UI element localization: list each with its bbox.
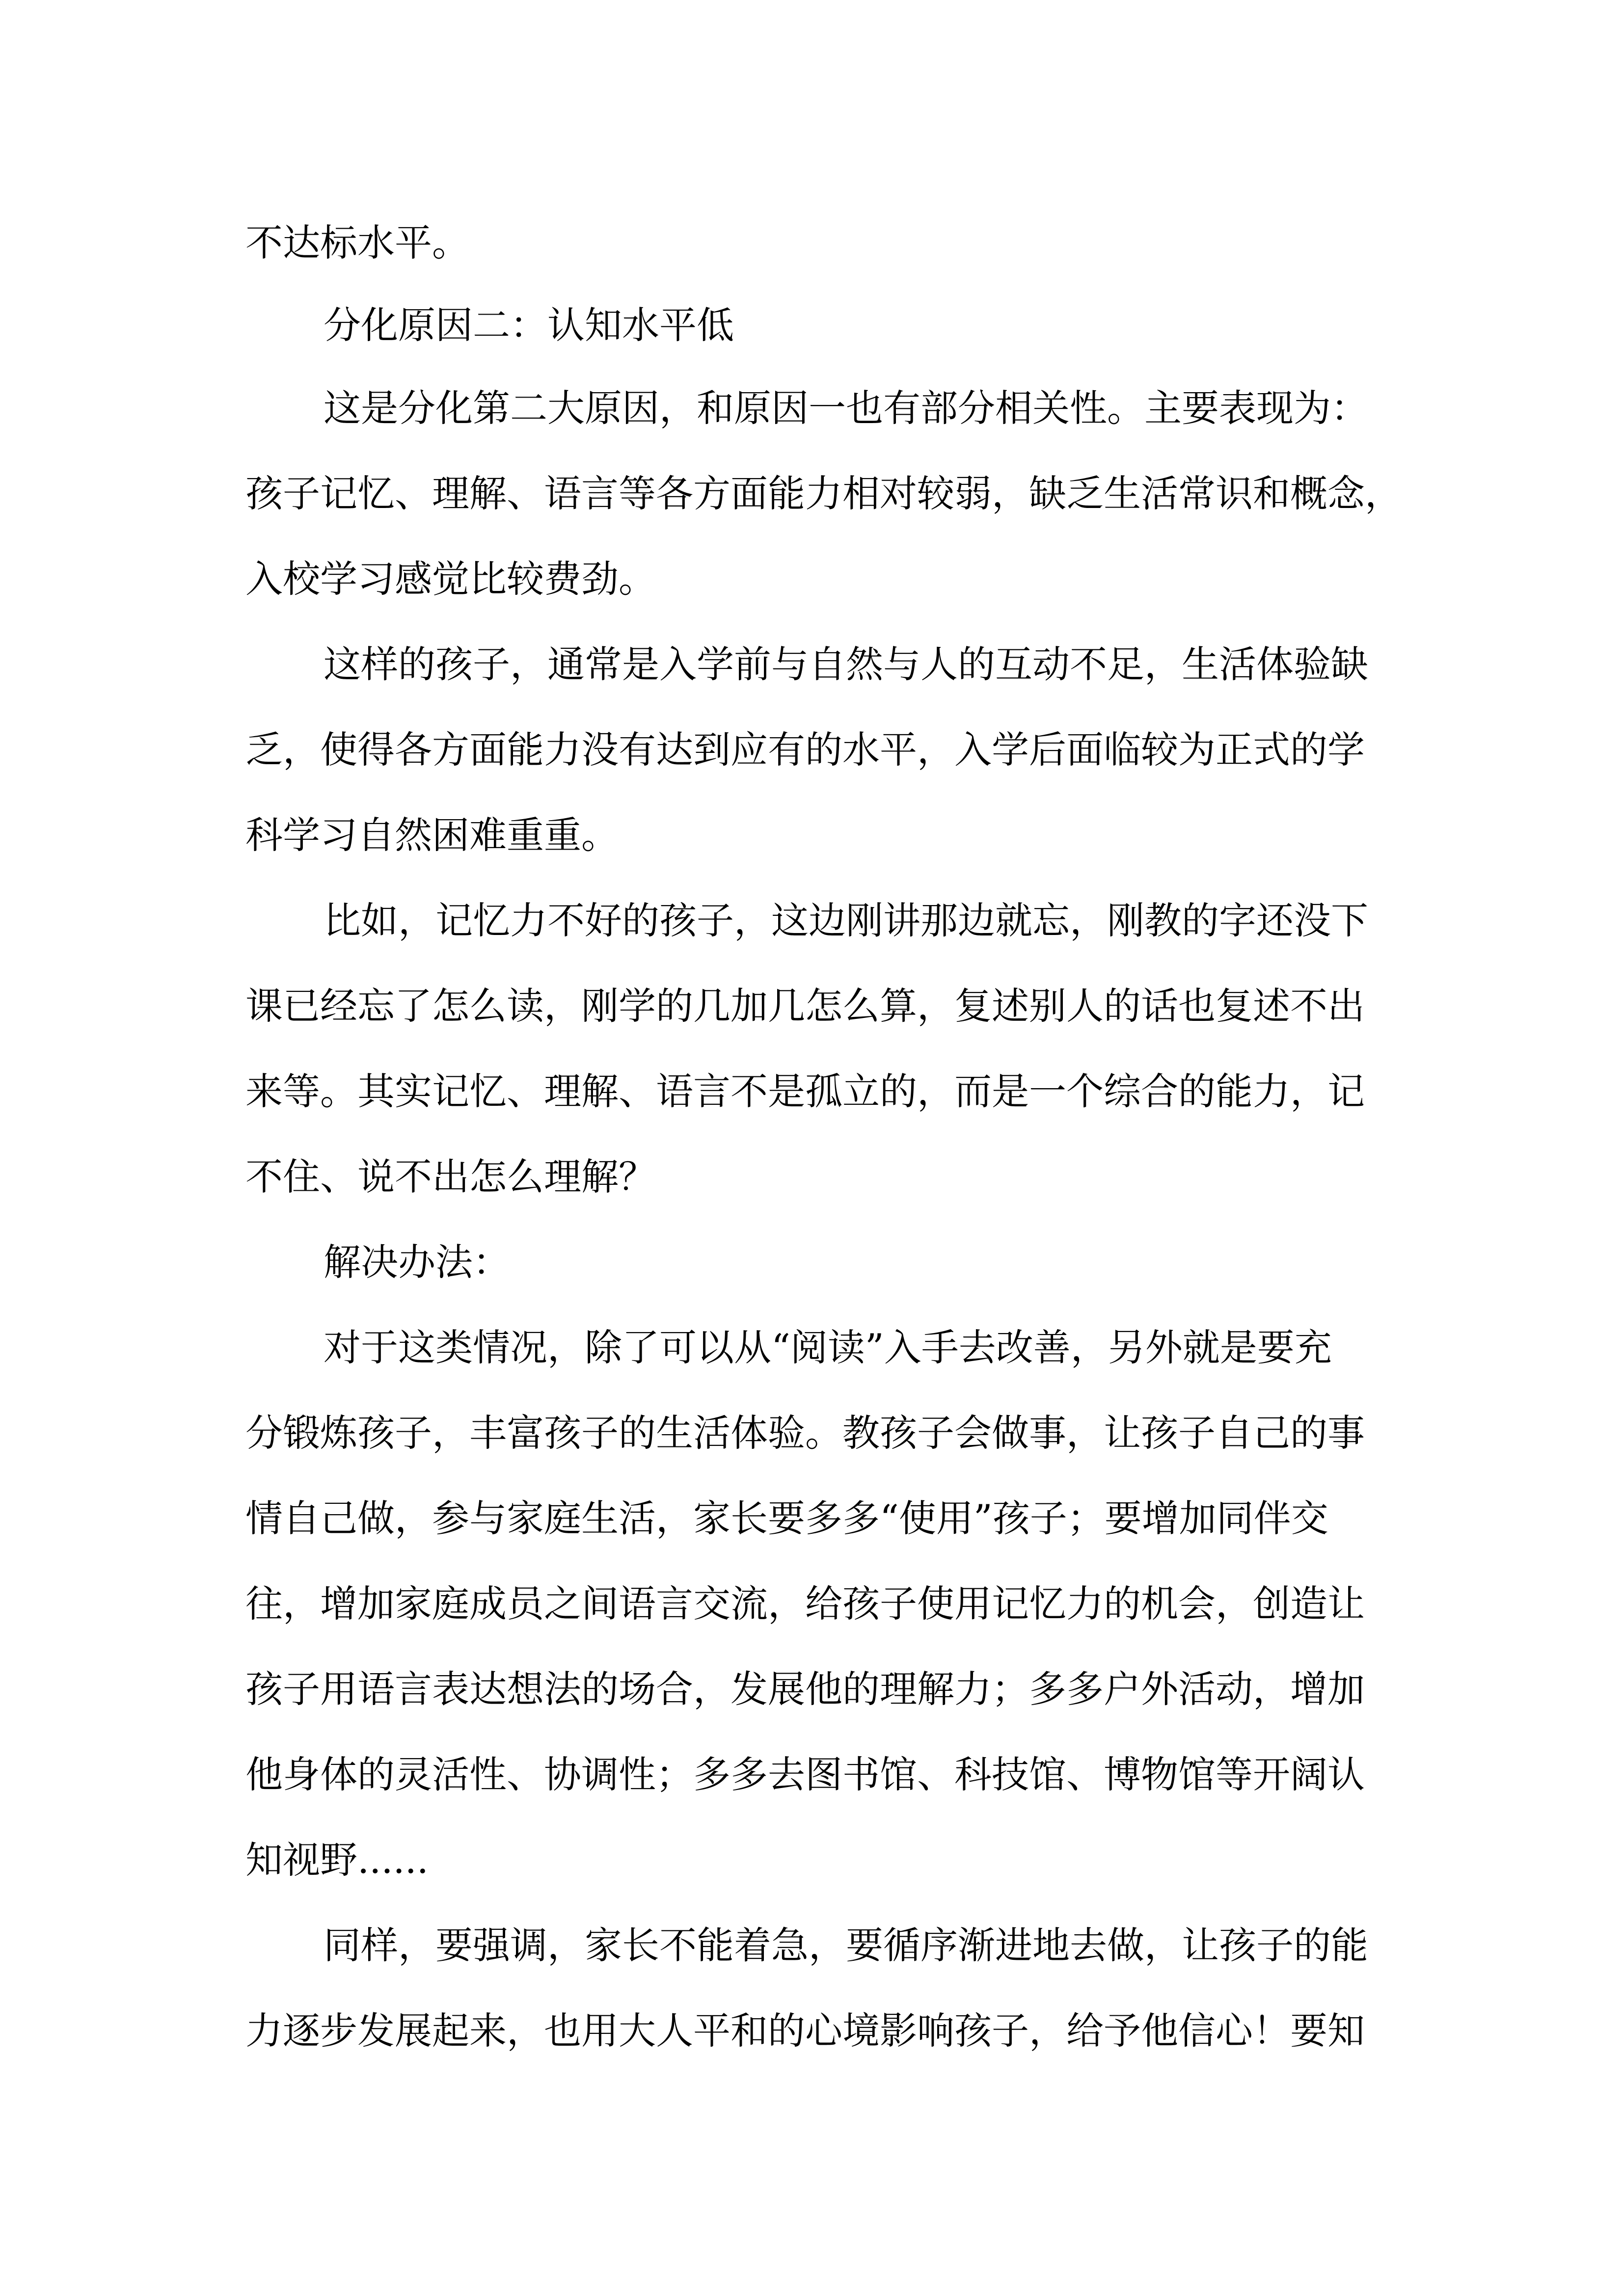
text-line: 力逐步发展起来，也用大人平和的心境影响孩子，给予他信心！要知 xyxy=(245,2009,1365,2053)
text-line: 不住、说不出怎么理解？ xyxy=(245,1155,656,1199)
text-line: 孩子用语言表达想法的场合，发展他的理解力；多多户外活动，增加 xyxy=(245,1667,1365,1711)
text-line: 这是分化第二大原因，和原因一也有部分相关性。主要表现为： xyxy=(324,386,1368,430)
text-line: 来等。其实记忆、理解、语言不是孤立的，而是一个综合的能力，记 xyxy=(245,1069,1365,1113)
text-line: 往，增加家庭成员之间语言交流，给孩子使用记忆力的机会，创造让 xyxy=(245,1582,1365,1626)
text-line: 知视野...... xyxy=(245,1838,429,1882)
text-line: 同样，要强调，家长不能着急，要循序渐进地去做，让孩子的能 xyxy=(324,1923,1368,1967)
text-line: 入校学习感觉比较费劲。 xyxy=(245,557,656,601)
text-line: 对于这类情况，除了可以从“阅读”入手去改善，另外就是要充 xyxy=(324,1326,1332,1369)
section-heading: 分化原因二：认知水平低 xyxy=(324,303,734,347)
text-line: 科学习自然困难重重。 xyxy=(245,813,619,857)
section-heading: 解决办法： xyxy=(324,1240,510,1284)
text-line: 他身体的灵活性、协调性；多多去图书馆、科技馆、博物馆等开阔认 xyxy=(245,1753,1365,1796)
text-line: 不达标水平。 xyxy=(245,221,469,265)
text-line: 孩子记忆、理解、语言等各方面能力相对较弱，缺乏生活常识和概念， xyxy=(245,472,1402,515)
text-line: 课已经忘了怎么读，刚学的几加几怎么算，复述别人的话也复述不出 xyxy=(245,984,1365,1028)
text-line: 分锻炼孩子，丰富孩子的生活体验。教孩子会做事，让孩子自己的事 xyxy=(245,1411,1365,1455)
text-line: 比如，记忆力不好的孩子，这边刚讲那边就忘，刚教的字还没下 xyxy=(324,899,1368,942)
text-line: 情自己做，参与家庭生活，家长要多多“使用”孩子；要增加同伴交 xyxy=(245,1496,1328,1540)
text-line: 这样的孩子，通常是入学前与自然与人的互动不足，生活体验缺 xyxy=(324,642,1368,686)
text-line: 乏，使得各方面能力没有达到应有的水平，入学后面临较为正式的学 xyxy=(245,728,1365,772)
